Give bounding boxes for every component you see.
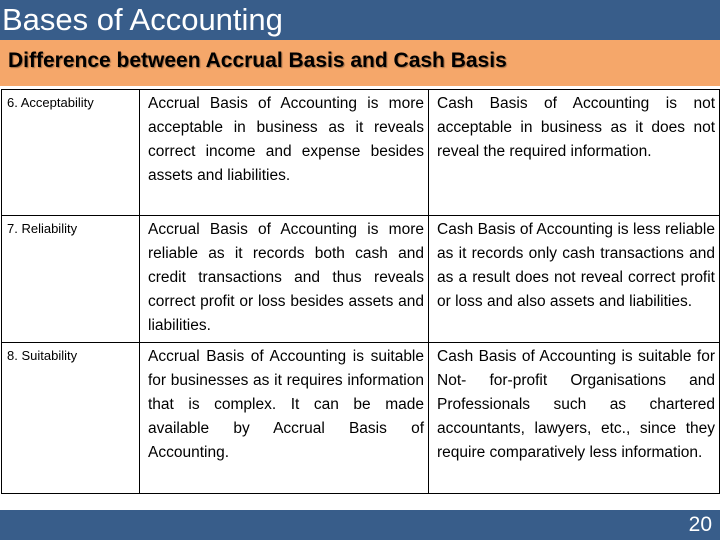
title-bar: [0, 0, 720, 40]
table-row: [2, 343, 720, 494]
cash-basis-cell: Cash Basis of Accounting is less reliable as it records only cash transactions and as a result does not reveal correct profit or loss and also assets and liabilities.: [429, 216, 720, 343]
accrual-basis-cell: Accrual Basis of Accounting is more reliable as it records both cash and credit transactions and thus reveals correct profit or loss besides assets and liabilities.: [140, 216, 429, 343]
slide-subtitle: Difference between Accrual Basis and Cash Basis: [8, 49, 507, 72]
slide-title: Bases of Accounting: [2, 2, 283, 37]
cash-basis-cell: Cash Basis of Accounting is suitable for Not- for-profit Organisations and Professionals such as chartered accountants, lawyers, etc., since they require comparatively less information.: [429, 343, 720, 494]
accrual-basis-cell: Accrual Basis of Accounting is suitable for businesses as it requires information that is complex. It can be made available by Accrual Basis of Accounting.: [140, 343, 429, 494]
cash-basis-cell: Cash Basis of Accounting is not acceptable in business as it does not reveal the required information.: [429, 90, 720, 216]
subtitle-bar: [0, 40, 720, 86]
page-number: 20: [688, 513, 712, 536]
table-row: [2, 216, 720, 343]
footer-bar: [0, 510, 720, 540]
parameter-cell: 8. Suitability: [2, 343, 140, 494]
comparison-table: [1, 89, 720, 494]
parameter-cell: 7. Reliability: [2, 216, 140, 343]
accrual-basis-cell: Accrual Basis of Accounting is more acceptable in business as it reveals correct income and expense besides assets and liabilities.: [140, 90, 429, 216]
table-row: [2, 90, 720, 216]
parameter-cell: 6. Acceptability: [2, 90, 140, 216]
